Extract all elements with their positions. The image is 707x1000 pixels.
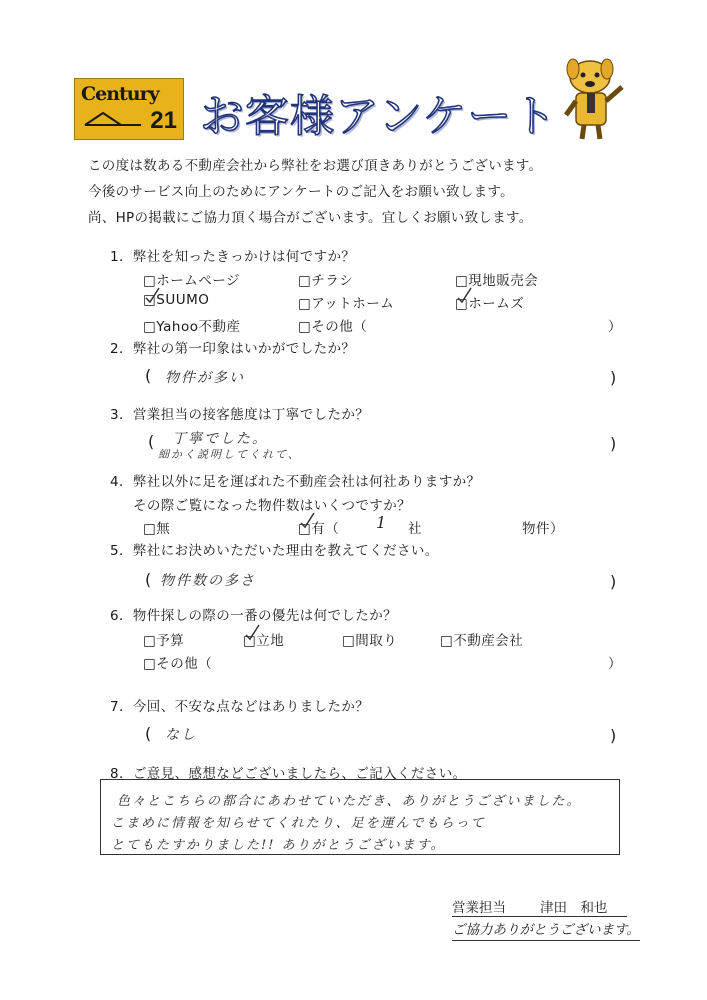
question-4-sub: その際ご覧になった物件数はいくつですか？	[133, 498, 411, 514]
checkbox-yes[interactable]: □有（	[298, 521, 340, 537]
question-4: 4．弊社以外に足を運ばれた不動産会社は何社ありますか？	[110, 474, 481, 490]
intro-line-3: 尚、HPの掲載にご協力頂く場合がございます。宜しくお願い致します。	[88, 210, 533, 226]
house-roof-icon	[83, 109, 143, 127]
paren-open: (	[148, 432, 155, 451]
staff-label: 営業担当	[452, 900, 506, 916]
checkbox-chirashi[interactable]: □チラシ	[298, 273, 354, 289]
dog-mascot-icon	[560, 55, 640, 145]
answer-7[interactable]: なし	[165, 727, 197, 743]
page-title: お客様アンケート	[200, 91, 558, 142]
answer-3-line-1[interactable]: 丁寧でした。	[172, 431, 268, 447]
paren-close: ）	[608, 656, 622, 672]
check-mark-icon	[243, 623, 263, 643]
checkbox-none[interactable]: □無	[143, 521, 171, 537]
paren-open: (	[145, 724, 152, 743]
comment-box[interactable]	[100, 779, 620, 855]
question-5: 5．弊社にお決めいただいた理由を教えてください。	[110, 543, 439, 559]
checkbox-yosan[interactable]: □予算	[143, 633, 185, 649]
question-2: 2．弊社の第一印象はいかがでしたか？	[110, 341, 356, 357]
sha-label: 社	[408, 521, 422, 537]
checkbox-homepage[interactable]: □ホームページ	[143, 273, 240, 289]
answer-3-line-2[interactable]: 細かく説明してくれて、	[158, 448, 301, 461]
checkbox-yahoo[interactable]: □Yahoo不動産	[143, 319, 241, 335]
check-mark-icon	[143, 286, 163, 306]
century21-logo	[74, 78, 184, 140]
staff-line	[452, 894, 627, 917]
checkbox-suumo[interactable]: □SUUMO	[143, 292, 210, 308]
paren-open: (	[145, 366, 152, 385]
answer-2[interactable]: 物件が多い	[165, 370, 245, 386]
intro-line-1: この度は数ある不動産会社から弊社をお選び頂きありがとうございます。	[88, 158, 543, 174]
checkbox-kaisha[interactable]: □不動産会社	[440, 633, 524, 649]
paren-open: (	[145, 570, 152, 589]
paren-close: )	[610, 368, 617, 387]
checkbox-homes[interactable]: □ホームズ	[455, 296, 525, 312]
checkbox-other[interactable]: □その他（	[298, 319, 368, 335]
question-8: 8．ご意見、感想などございましたら、ご記入ください。	[110, 766, 467, 782]
paren-close: )	[610, 726, 617, 745]
thanks-text: ご協力ありがとうございます。	[452, 918, 640, 941]
checkbox-madori[interactable]: □間取り	[342, 633, 398, 649]
bukken-label: 物件）	[522, 521, 564, 537]
question-1: 1．弊社を知ったきっかけは何ですか？	[110, 249, 356, 265]
comment-line-3: とてもたすかりました!! ありがとうございます。	[111, 838, 446, 853]
paren-close: )	[610, 434, 617, 453]
staff-name: 津田 和也	[540, 900, 608, 916]
question-3: 3．営業担当の接客態度は丁寧でしたか？	[110, 407, 370, 423]
check-mark-icon	[455, 286, 475, 306]
paren-close: )	[610, 572, 617, 591]
logo-number: 21	[150, 107, 177, 134]
logo-word: Century	[81, 83, 159, 105]
checkbox-genchi[interactable]: □現地販売会	[455, 273, 539, 289]
answer-5[interactable]: 物件数の多さ	[160, 573, 256, 589]
question-6: 6．物件探しの際の一番の優先は何でしたか？	[110, 608, 397, 624]
checkbox-ritchi[interactable]: □立地	[243, 633, 285, 649]
company-count[interactable]: 1	[376, 513, 389, 532]
paren-close: ）	[608, 319, 622, 335]
checkbox-athome[interactable]: □アットホーム	[298, 296, 395, 312]
intro-line-2: 今後のサービス向上のためにアンケートのご記入をお願い致します。	[88, 184, 514, 200]
question-7: 7．今回、不安な点などはありましたか？	[110, 699, 370, 715]
comment-line-1: 色々とこちらの都合にあわせていただき、ありがとうございました。	[117, 794, 582, 809]
checkbox-other-6[interactable]: □その他（	[143, 656, 213, 672]
check-mark-icon	[298, 511, 318, 531]
comment-line-2: こまめに情報を知らせてくれたり、足を運んでもらって	[111, 816, 486, 831]
